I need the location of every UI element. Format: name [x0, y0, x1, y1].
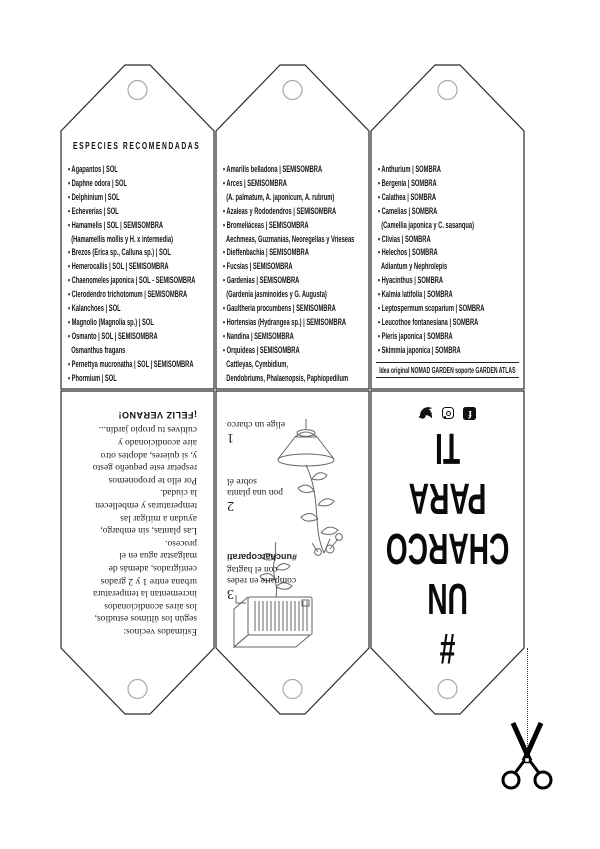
- species-line: • Calathea | SOMBRA: [378, 191, 437, 202]
- species-line: Adiantum y Nephrolepis: [378, 261, 448, 272]
- tag-front-sombra: [370, 64, 525, 390]
- step-2: [227, 475, 283, 512]
- species-line: • Osmanto | SOL | SEMISOMBRA: [68, 330, 158, 341]
- hashtag-title: [370, 423, 525, 673]
- species-line: • Hortensias (Hydrangea sp.) | SEMISOMBRA: [223, 316, 347, 327]
- hashtag-title-line: #: [439, 624, 456, 673]
- facebook-icon: f: [464, 407, 477, 420]
- species-line: • Bergenia | SOMBRA: [378, 177, 437, 188]
- letter-line: urbana entre 1 y 2 grados: [100, 575, 197, 586]
- letter-line: ¡FELIZ VERANO!: [118, 409, 197, 420]
- species-line: Osmanthus fragans: [68, 344, 126, 355]
- letter-line: Estimados vecinos:: [123, 626, 197, 636]
- species-line: (A. palmatum, A. japonicum, A. rubrum): [223, 191, 335, 202]
- hashtag-title-line: CHARCO: [385, 524, 510, 573]
- letter-line: Por ello te proponemos: [108, 474, 197, 485]
- species-line: Aechmeas, Guzmanias, Neoregelias y Vrieseas: [223, 233, 355, 244]
- letter-line: y, si quieres, adoptes otro: [100, 449, 197, 460]
- species-line: • Hamamelis | SOL | SEMISOMBRA: [68, 219, 164, 230]
- tag-back-hashtag: [370, 390, 525, 715]
- species-list-semisombra: [223, 163, 378, 386]
- instagram-icon: [443, 408, 455, 420]
- instagram-dot: [444, 416, 446, 418]
- species-line: • Echeverias | SOL: [68, 205, 119, 216]
- step-line: comparte en redes: [227, 575, 297, 586]
- species-list-sol: [68, 163, 223, 386]
- species-heading: ESPECIES RECOMENDADAS: [73, 140, 201, 152]
- species-line: • Pieris japonica | SOMBRA: [378, 330, 453, 341]
- tag-front-semisombra: [215, 64, 370, 390]
- species-line: • Agapantos | SOL: [68, 164, 118, 174]
- species-line: • Gaultheria procumbens | SEMISOMBRA: [223, 303, 336, 314]
- species-line: • Hyacinthus | SOMBRA: [378, 275, 444, 286]
- letter-line: temperaturas y embellecen: [95, 500, 197, 511]
- tag-back-letter: [60, 390, 215, 715]
- species-line: • Phormium | SOL: [68, 372, 117, 383]
- step-lines: [227, 551, 297, 586]
- species-line: • Brezos (Erica sp., Calluna sp.) | SOL: [68, 247, 171, 258]
- credit-line: Idea original NOMAD GARDEN soporte GARDEN ATLAS: [376, 362, 519, 378]
- flipped-content: [370, 390, 525, 715]
- step-line: #uncharcoparati: [227, 552, 298, 563]
- step-number: 2: [227, 498, 234, 513]
- step-line: pon una planta: [227, 487, 283, 498]
- species-line: • Pernettya mucronatha | SOL | SEMISOMBRA: [68, 358, 194, 369]
- species-line: (Gardenia jasminoides y G. Augusta): [223, 289, 327, 300]
- species-line: (Hamamellis mollis y H. x intermedia): [68, 233, 173, 244]
- letter-line: cultives tu propio jardín...: [98, 424, 197, 435]
- letter-line: malgastar agua en el: [119, 550, 197, 561]
- instagram-lens: [446, 411, 451, 416]
- hashtag-title-line: TI: [435, 424, 461, 473]
- species-line: Dendobriums, Phalaenopsis, Paphiopedilum: [223, 372, 349, 383]
- species-line: • Kalmia latifolia | SOMBRA: [378, 289, 453, 300]
- hashtag-title-line: UN: [427, 574, 468, 623]
- twitter-icon: [419, 408, 434, 420]
- species-line: • Anthurium | SOMBRA: [378, 164, 441, 174]
- letter-line: aire acondicionado y: [117, 437, 197, 448]
- flipped-content: [215, 390, 370, 715]
- species-line: • Arces | SEMISOMBRA: [223, 177, 287, 188]
- species-line: • Nandina | SEMISOMBRA: [223, 330, 294, 341]
- letter-line: la ciudad.: [160, 487, 197, 498]
- letter-line: respetar este pequeño gesto: [92, 462, 197, 473]
- species-line: • Helechos | SOMBRA: [378, 247, 438, 258]
- hashtag-title-line: PARA: [408, 474, 487, 523]
- step-line: con el hagtag: [227, 564, 278, 574]
- species-line: • Azaleas y Rododendros | SEMISOMBRA: [223, 205, 337, 216]
- scissors-icon: [497, 718, 557, 792]
- letter-line: proceso.: [165, 537, 197, 548]
- species-line: (Camellia japonica y C. sasanqua): [378, 219, 475, 230]
- step-line: sobre él: [227, 476, 257, 486]
- letter-paragraph: [67, 408, 197, 637]
- species-line: • Dieffenbachia | SEMISOMBRA: [223, 247, 309, 258]
- species-line: • Delphinium | SOL: [68, 191, 120, 202]
- species-line: • Leptospermum scoparium | SOMBRA: [378, 303, 485, 314]
- species-line: • Kalanchoes | SOL: [68, 303, 121, 314]
- letter-line: según los últimos estudios,: [94, 613, 197, 624]
- tag-front-sol: [60, 64, 215, 390]
- species-line: • Clivias | SOMBRA: [378, 233, 431, 244]
- species-line: • Magnolio (Magnolia sp.) | SOL: [68, 316, 154, 327]
- species-line: • Gardenias | SEMISOMBRA: [223, 275, 300, 286]
- social-icons-row: [370, 407, 525, 420]
- step-1: [227, 418, 285, 443]
- step-number: 3: [227, 586, 234, 601]
- species-line: • Bromeliáceas | SEMISOMBRA: [223, 219, 309, 230]
- species-line: • Chaenomeles japonica | SOL - SEMISOMBRA: [68, 275, 196, 286]
- letter-line: incrementan la temperatura: [93, 588, 197, 599]
- step-lines: [227, 418, 285, 430]
- species-line: • Daphne odora | SOL: [68, 177, 127, 188]
- tag-back-instructions: [215, 390, 370, 715]
- species-list-sombra: [378, 163, 533, 358]
- species-line: Cattleyas, Cymbidium,: [223, 358, 288, 369]
- species-line: • Leucothoe fontanesiana | SOMBRA: [378, 316, 479, 327]
- species-line: • Amarilis belladona | SEMISOMBRA: [223, 164, 323, 174]
- flipped-content: [60, 390, 215, 715]
- letter-line: Las plantas, sin embargo,: [100, 525, 197, 536]
- species-line: • Orquideas | SEMISOMBRA: [223, 344, 300, 355]
- species-line: • Hemerocallis | SOL | SEMISOMBRA: [68, 261, 169, 272]
- species-line: • Skimmia japonica | SOMBRA: [378, 344, 461, 355]
- step-3: [227, 551, 297, 599]
- step-lines: [227, 475, 283, 498]
- letter-line: los aires acondicionados: [104, 600, 197, 611]
- species-line: • Camelias | SOMBRA: [378, 205, 438, 216]
- step-line: elige un charco: [227, 419, 286, 430]
- species-line: • Fucsias | SEMISOMBRA: [223, 261, 293, 272]
- step-number: 1: [227, 430, 234, 445]
- species-line: • Clerodendro trichotomum | SEMISOMBRA: [68, 289, 188, 300]
- letter-line: ayudan a mitigar las: [120, 512, 197, 523]
- letter-line: centígrados, además de: [108, 563, 197, 574]
